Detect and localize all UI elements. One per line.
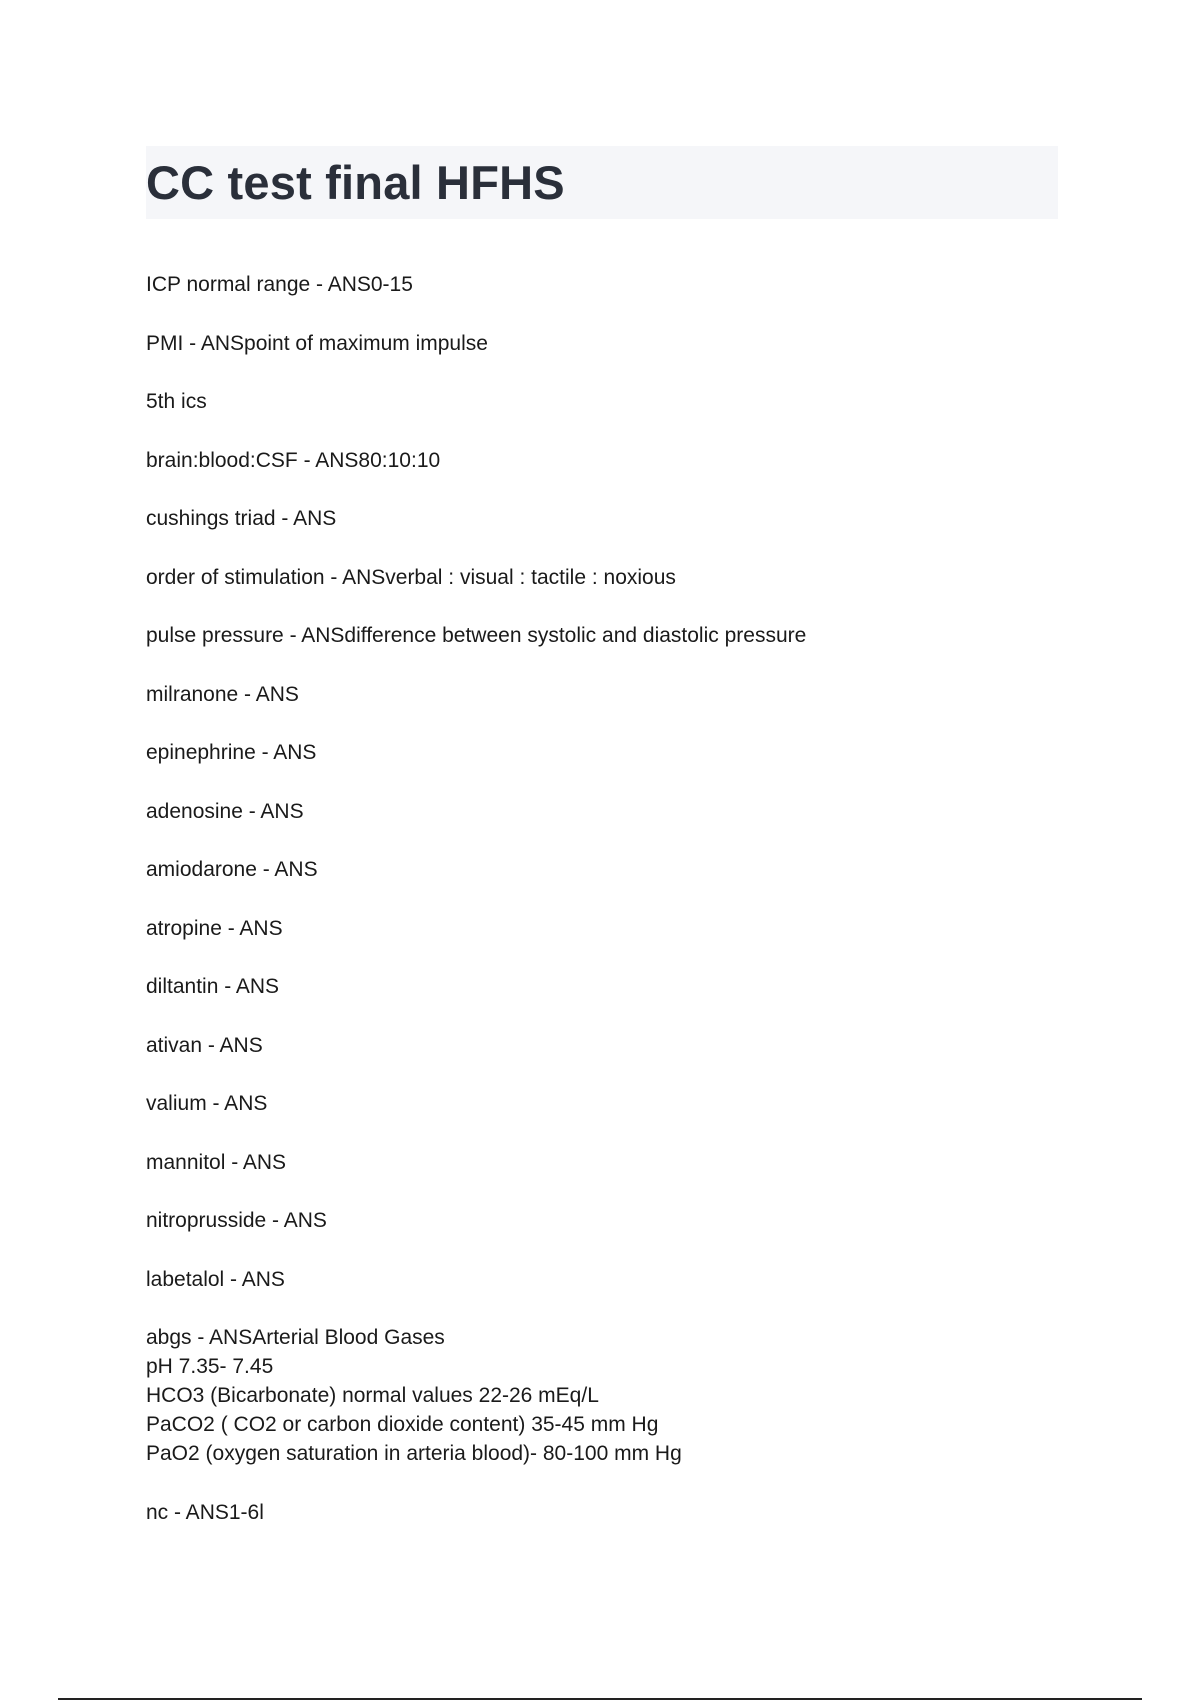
flashcard-item — [146, 504, 1046, 533]
flashcard-list — [146, 270, 1046, 1556]
flashcard-item — [146, 1031, 1046, 1060]
flashcard-item — [146, 1206, 1046, 1235]
flashcard-item — [146, 446, 1046, 475]
flashcard-text: order of stimulation - ANSverbal : visual : tactile : noxious — [146, 565, 676, 589]
flashcard-text: nitroprusside - ANS — [146, 1209, 327, 1232]
flashcard-item — [146, 855, 1046, 884]
flashcard-text: milranone - ANS — [146, 682, 299, 706]
flashcard-item — [146, 563, 1046, 592]
flashcard-item — [146, 1089, 1046, 1118]
flashcard-item — [146, 972, 1046, 1001]
flashcard-item — [146, 621, 1046, 650]
flashcard-text: PaO2 (oxygen saturation in arteria blood)- 80-100 mm Hg — [146, 1442, 682, 1465]
flashcard-text: ICP normal range - ANS0-15 — [146, 273, 413, 296]
flashcard-text: cushings triad - ANS — [146, 507, 337, 530]
flashcard-item — [146, 270, 1046, 299]
flashcard-text: mannitol - ANS — [146, 1150, 287, 1174]
flashcard-text: brain:blood:CSF - ANS80:10:10 — [146, 448, 441, 472]
flashcard-text: adenosine - ANS — [146, 799, 304, 823]
flashcard-item — [146, 680, 1046, 709]
flashcard-text: pH 7.35- 7.45 — [146, 1355, 274, 1378]
flashcard-text: epinephrine - ANS — [146, 741, 317, 764]
flashcard-text: nc - ANS1-6l — [146, 1500, 264, 1524]
flashcard-item — [146, 387, 1046, 416]
flashcard-item — [146, 738, 1046, 767]
flashcard-item — [146, 1265, 1046, 1294]
flashcard-text: 5th ics — [146, 390, 207, 413]
flashcard-text: HCO3 (Bicarbonate) normal values 22-26 mEq/L — [146, 1384, 599, 1407]
flashcard-text: abgs - ANSArterial Blood Gases — [146, 1326, 445, 1349]
flashcard-text: atropine - ANS — [146, 916, 283, 940]
flashcard-text: labetalol - ANS — [146, 1267, 285, 1291]
flashcard-text: valium - ANS — [146, 1092, 268, 1115]
flashcard-text: PaCO2 ( CO2 or carbon dioxide content) 35-45 mm Hg — [146, 1413, 659, 1436]
flashcard-text: PMI - ANSpoint of maximum impulse — [146, 331, 488, 355]
title-banner — [146, 146, 1058, 219]
flashcard-item — [146, 1323, 1046, 1468]
flashcard-item — [146, 1498, 1046, 1527]
flashcard-item — [146, 797, 1046, 826]
flashcard-text: diltantin - ANS — [146, 975, 280, 998]
flashcard-item — [146, 329, 1046, 358]
flashcard-text: amiodarone - ANS — [146, 858, 318, 881]
document-title: CC test final HFHS — [146, 156, 565, 209]
flashcard-item — [146, 914, 1046, 943]
flashcard-text: pulse pressure - ANSdifference between systolic and diastolic pressure — [146, 624, 807, 647]
flashcard-text: ativan - ANS — [146, 1033, 263, 1057]
flashcard-item — [146, 1148, 1046, 1177]
